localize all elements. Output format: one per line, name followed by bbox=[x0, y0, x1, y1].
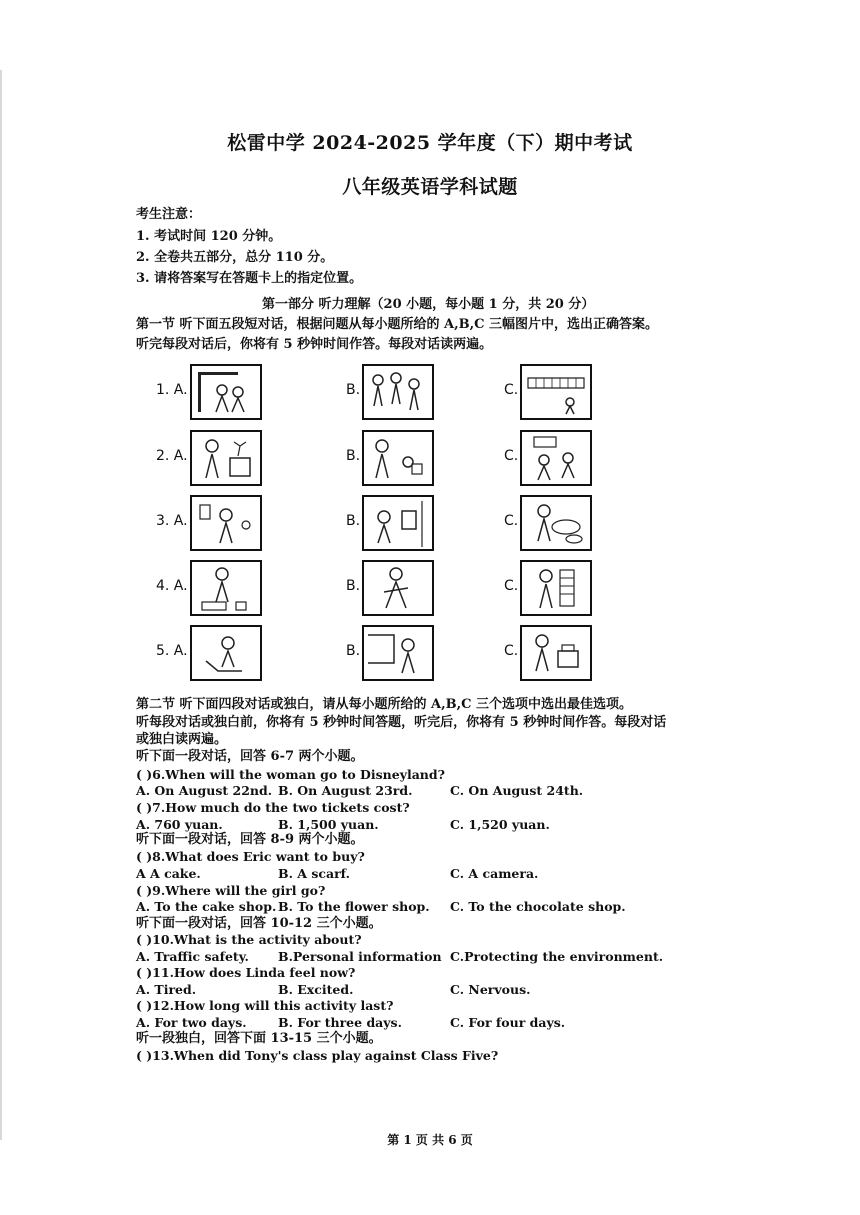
option-label: 5. A. bbox=[156, 643, 188, 659]
option-label: B. bbox=[346, 513, 361, 529]
picture-row bbox=[0, 495, 860, 551]
note-item: 2. 全卷共五部分，总分 110 分。 bbox=[136, 250, 334, 265]
picture-option[interactable] bbox=[362, 560, 434, 616]
picture-option[interactable] bbox=[520, 364, 592, 420]
option-label: 3. A. bbox=[156, 513, 188, 529]
group-intro: 听下面一段对话，回答 6-7 两个小题。 bbox=[136, 749, 364, 764]
answer-option[interactable]: B. For three days. bbox=[278, 1015, 402, 1030]
answer-option[interactable]: A. On August 22nd. bbox=[136, 783, 273, 798]
section2-instruction: 第二节 听下面四段对话或独白，请从每小题所给的 A,B,C 三个选项中选出最佳选项。 bbox=[136, 697, 633, 712]
option-label: C. bbox=[504, 448, 519, 464]
group-intro: 听下面一段对话，回答 10-12 三个小题。 bbox=[136, 916, 382, 931]
picture-row bbox=[0, 625, 860, 681]
option-label: C. bbox=[504, 513, 519, 529]
answer-option[interactable]: B. A scarf. bbox=[278, 866, 350, 881]
picture-option[interactable] bbox=[190, 495, 262, 551]
picture-option[interactable] bbox=[190, 430, 262, 486]
picture-option[interactable] bbox=[362, 364, 434, 420]
section2-instruction-3: 或独白读两遍。 bbox=[136, 732, 228, 747]
section1-instruction: 第一节 听下面五段短对话，根据问题从每小题所给的 A,B,C 三幅图片中，选出正确答案。 bbox=[136, 317, 659, 332]
question-stem: ( )6.When will the woman go to Disneyland? bbox=[136, 767, 445, 782]
answer-option[interactable]: A. For two days. bbox=[136, 1015, 247, 1030]
option-label: C. bbox=[504, 382, 519, 398]
answer-option[interactable]: A. 760 yuan. bbox=[136, 817, 223, 832]
question-stem: ( )11.How does Linda feel now? bbox=[136, 965, 356, 980]
picture-option[interactable] bbox=[520, 625, 592, 681]
picture-option[interactable] bbox=[190, 560, 262, 616]
notes-heading: 考生注意： bbox=[136, 207, 202, 222]
picture-row bbox=[0, 560, 860, 616]
answer-option[interactable]: C. 1,520 yuan. bbox=[450, 817, 550, 832]
answer-option[interactable]: A. Tired. bbox=[136, 982, 197, 997]
answer-option[interactable]: C. A camera. bbox=[450, 866, 539, 881]
note-item: 3. 请将答案写在答题卡上的指定位置。 bbox=[136, 271, 363, 286]
exam-subtitle: 八年级英语学科试题 bbox=[342, 176, 518, 198]
option-label: C. bbox=[504, 578, 519, 594]
answer-option[interactable]: C. To the chocolate shop. bbox=[450, 899, 626, 914]
picture-row bbox=[0, 364, 860, 420]
section1-instruction-2: 听完每段对话后，你将有 5 秒钟时间作答。每段对话读两遍。 bbox=[136, 337, 493, 352]
question-stem: ( )10.What is the activity about? bbox=[136, 932, 362, 947]
option-label: B. bbox=[346, 578, 361, 594]
answer-option[interactable]: A A cake. bbox=[136, 866, 201, 881]
section2-instruction-2: 听每段对话或独白前，你将有 5 秒钟时间答题，听完后，你将有 5 秒钟时间作答。每段对话 bbox=[136, 715, 667, 730]
answer-option[interactable]: C. For four days. bbox=[450, 1015, 566, 1030]
picture-option[interactable] bbox=[362, 430, 434, 486]
option-label: B. bbox=[346, 448, 361, 464]
exam-title: 松雷中学 2024-2025 学年度（下）期中考试 bbox=[227, 132, 633, 154]
picture-option[interactable] bbox=[520, 560, 592, 616]
question-stem: ( )12.How long will this activity last? bbox=[136, 998, 394, 1013]
group-intro: 听一段独白，回答下面 13-15 三个小题。 bbox=[136, 1031, 382, 1046]
answer-option[interactable]: A. To the cake shop. bbox=[136, 899, 277, 914]
note-item: 1. 考试时间 120 分钟。 bbox=[136, 229, 282, 244]
picture-option[interactable] bbox=[190, 364, 262, 420]
option-label: B. bbox=[346, 382, 361, 398]
question-stem: ( )9.Where will the girl go? bbox=[136, 883, 326, 898]
answer-option[interactable]: C. On August 24th. bbox=[450, 783, 584, 798]
part1-title: 第一部分 听力理解（20 小题，每小题 1 分，共 20 分） bbox=[262, 297, 595, 312]
question-stem: ( )8.What does Eric want to buy? bbox=[136, 849, 365, 864]
option-label: 4. A. bbox=[156, 578, 188, 594]
answer-option[interactable]: C. Nervous. bbox=[450, 982, 531, 997]
group-intro: 听下面一段对话，回答 8-9 两个小题。 bbox=[136, 832, 364, 847]
option-label: C. bbox=[504, 643, 519, 659]
option-label: 2. A. bbox=[156, 448, 188, 464]
picture-row bbox=[0, 430, 860, 486]
question-stem: ( )7.How much do the two tickets cost? bbox=[136, 800, 410, 815]
picture-option[interactable] bbox=[362, 495, 434, 551]
answer-option[interactable]: B. 1,500 yuan. bbox=[278, 817, 379, 832]
picture-option[interactable] bbox=[520, 430, 592, 486]
option-label: B. bbox=[346, 643, 361, 659]
picture-option[interactable] bbox=[190, 625, 262, 681]
option-label: 1. A. bbox=[156, 382, 188, 398]
question-stem: ( )13.When did Tony's class play against Class Five? bbox=[136, 1048, 499, 1063]
picture-option[interactable] bbox=[362, 625, 434, 681]
answer-option[interactable]: B. On August 23rd. bbox=[278, 783, 413, 798]
answer-option[interactable]: B.Personal information bbox=[278, 949, 442, 964]
page-footer: 第 1 页 共 6 页 bbox=[387, 1133, 473, 1147]
answer-option[interactable]: C.Protecting the environment. bbox=[450, 949, 664, 964]
answer-option[interactable]: B. To the flower shop. bbox=[278, 899, 430, 914]
answer-option[interactable]: A. Traffic safety. bbox=[136, 949, 249, 964]
answer-option[interactable]: B. Excited. bbox=[278, 982, 354, 997]
picture-option[interactable] bbox=[520, 495, 592, 551]
